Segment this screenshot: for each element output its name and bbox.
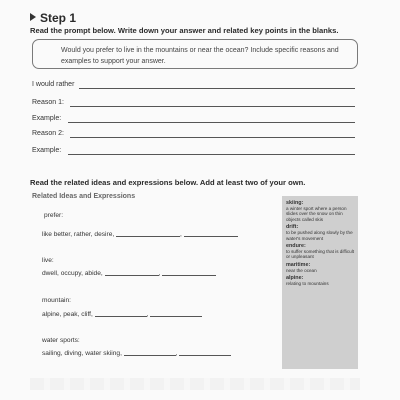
group-title-prefer: prefer: bbox=[44, 212, 64, 219]
glossary-panel bbox=[282, 196, 358, 369]
add-word-blank[interactable] bbox=[179, 355, 231, 356]
group-words-water-sports: sailing, diving, water skiing, bbox=[42, 350, 122, 357]
instruction-2: Read the related ideas and expressions below. Add at least two of your own. bbox=[30, 178, 306, 187]
group-title-water-sports: water sports: bbox=[42, 337, 80, 344]
triangle-bullet-icon bbox=[30, 13, 36, 21]
add-word-blank[interactable] bbox=[124, 355, 176, 356]
blank-separator: , bbox=[180, 231, 182, 238]
related-heading: Related Ideas and Expressions bbox=[32, 193, 136, 200]
glossary-definition: near the ocean bbox=[286, 267, 317, 273]
glossary-term: drift: bbox=[286, 224, 299, 231]
group-words-live: dwell, occupy, abide, bbox=[42, 270, 103, 277]
glossary-term: endure: bbox=[286, 243, 306, 250]
answer-blank-rather[interactable] bbox=[79, 88, 355, 89]
step-title bbox=[30, 11, 76, 25]
answer-blank-example-2[interactable] bbox=[68, 154, 355, 155]
group-items-prefer bbox=[42, 231, 238, 238]
add-word-blank[interactable] bbox=[105, 275, 159, 276]
glossary-definition: relating to mountains bbox=[286, 281, 329, 287]
group-words-mountain: alpine, peak, cliff, bbox=[42, 311, 93, 318]
glossary-definition: to be pushed along slowly by the water's movement bbox=[286, 230, 353, 241]
fill-label-example-1: Example: bbox=[32, 115, 62, 122]
add-word-blank[interactable] bbox=[184, 236, 238, 237]
prompt-box bbox=[32, 39, 358, 69]
glossary-definition: to suffer something that is difficult or unpleasant bbox=[286, 249, 355, 260]
glossary-term: alpine: bbox=[286, 275, 304, 282]
glossary-term: maritime: bbox=[286, 261, 311, 268]
add-word-blank[interactable] bbox=[162, 275, 216, 276]
glossary-definition: a winter sport where a person slides over the snow on thin objects called skis bbox=[286, 206, 347, 222]
answer-blank-example-1[interactable] bbox=[68, 122, 355, 123]
fill-label-reason-1: Reason 1: bbox=[32, 99, 64, 106]
glossary-term: skiing: bbox=[286, 200, 304, 206]
group-title-live: live: bbox=[42, 257, 54, 264]
instruction-1: Read the prompt below. Write down your answer and related key points in the blanks. bbox=[30, 26, 339, 35]
fill-label-reason-2: Reason 2: bbox=[32, 130, 64, 137]
group-title-mountain: mountain: bbox=[42, 297, 71, 304]
fill-label-example-2: Example: bbox=[32, 147, 62, 154]
group-items-water-sports bbox=[42, 350, 231, 357]
group-words-prefer: like better, rather, desire, bbox=[42, 231, 115, 238]
answer-blank-reason-1[interactable] bbox=[70, 106, 355, 107]
add-word-blank[interactable] bbox=[95, 316, 147, 317]
group-items-mountain bbox=[42, 311, 202, 318]
blank-separator: , bbox=[146, 311, 149, 318]
answer-blank-reason-2[interactable] bbox=[70, 137, 355, 138]
add-word-blank[interactable] bbox=[150, 316, 202, 317]
bleed-through-text bbox=[30, 378, 360, 390]
blank-separator: , bbox=[175, 350, 178, 357]
prompt-text: Would you prefer to live in the mountains or near the ocean? Include specific reasons and examples to support your answer. bbox=[61, 47, 339, 65]
step-title-text: Step 1 bbox=[40, 11, 77, 25]
fill-label-rather: I would rather bbox=[32, 81, 75, 88]
add-word-blank[interactable] bbox=[116, 236, 180, 237]
blank-separator: , bbox=[158, 270, 161, 277]
group-items-live bbox=[42, 270, 216, 277]
